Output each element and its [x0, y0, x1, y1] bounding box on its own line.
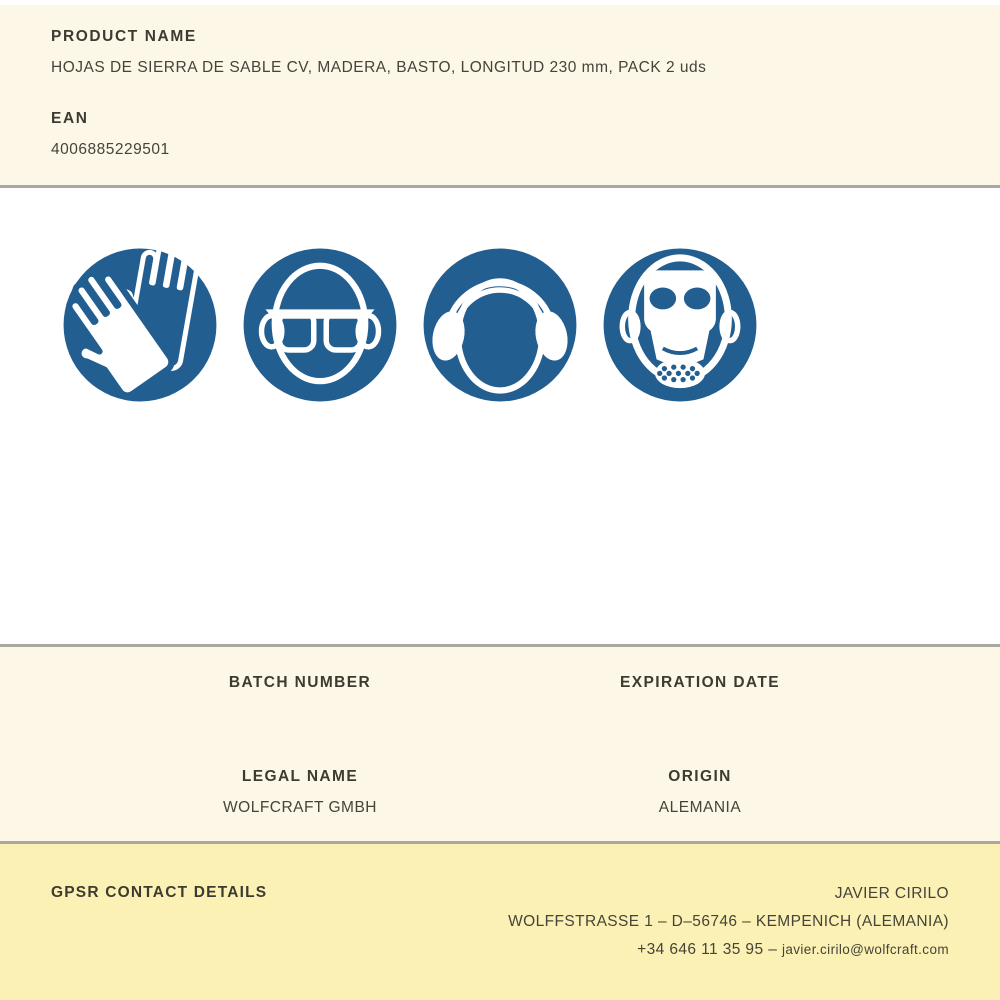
gpsr-contact-label: GPSR CONTACT DETAILS: [51, 884, 268, 901]
details-grid: [100, 674, 900, 817]
origin-label: ORIGIN: [668, 768, 732, 785]
legal-name-value: WOLFCRAFT GMBH: [223, 799, 377, 816]
legal-name-field: [100, 768, 500, 817]
product-name-label: PRODUCT NAME: [51, 28, 197, 45]
gpsr-phone: +34 646 11 35 95: [637, 941, 764, 958]
ean-label: EAN: [51, 110, 89, 127]
gpsr-contact-section: [0, 844, 1000, 1000]
product-info-section: [0, 5, 1000, 185]
gpsr-email: javier.cirilo@wolfcraft.com: [781, 942, 949, 957]
product-name-value: HOJAS DE SIERRA DE SABLE CV, MADERA, BASTO, LONGITUD 230 mm, PACK 2 uds: [51, 59, 707, 76]
origin-value: ALEMANIA: [658, 799, 742, 816]
safety-icons-section: [0, 188, 1000, 644]
expiration-date-field: [500, 674, 900, 705]
gpsr-contact-block: [508, 884, 949, 968]
wear-eye-protection-icon: [242, 247, 398, 644]
batch-number-field: [100, 674, 500, 705]
ean-field: [51, 110, 949, 159]
batch-number-label: BATCH NUMBER: [228, 674, 372, 691]
gpsr-contact-address: WOLFFSTRASSE 1 – D–56746 – KEMPENICH (ALEMANIA): [508, 913, 949, 930]
details-section: [0, 647, 1000, 841]
gpsr-contact-phone-email: [508, 940, 949, 959]
legal-name-label: LEGAL NAME: [241, 768, 359, 785]
origin-field: [500, 768, 900, 817]
wear-respiratory-protection-icon: [602, 247, 758, 644]
ean-value: 4006885229501: [51, 141, 170, 158]
product-name-field: [51, 28, 949, 77]
wear-ear-protection-icon: [422, 247, 578, 644]
gpsr-contact-name: JAVIER CIRILO: [834, 885, 949, 902]
wear-protective-gloves-icon: [62, 247, 218, 644]
expiration-date-label: EXPIRATION DATE: [620, 674, 780, 691]
gpsr-separator: –: [768, 941, 778, 958]
